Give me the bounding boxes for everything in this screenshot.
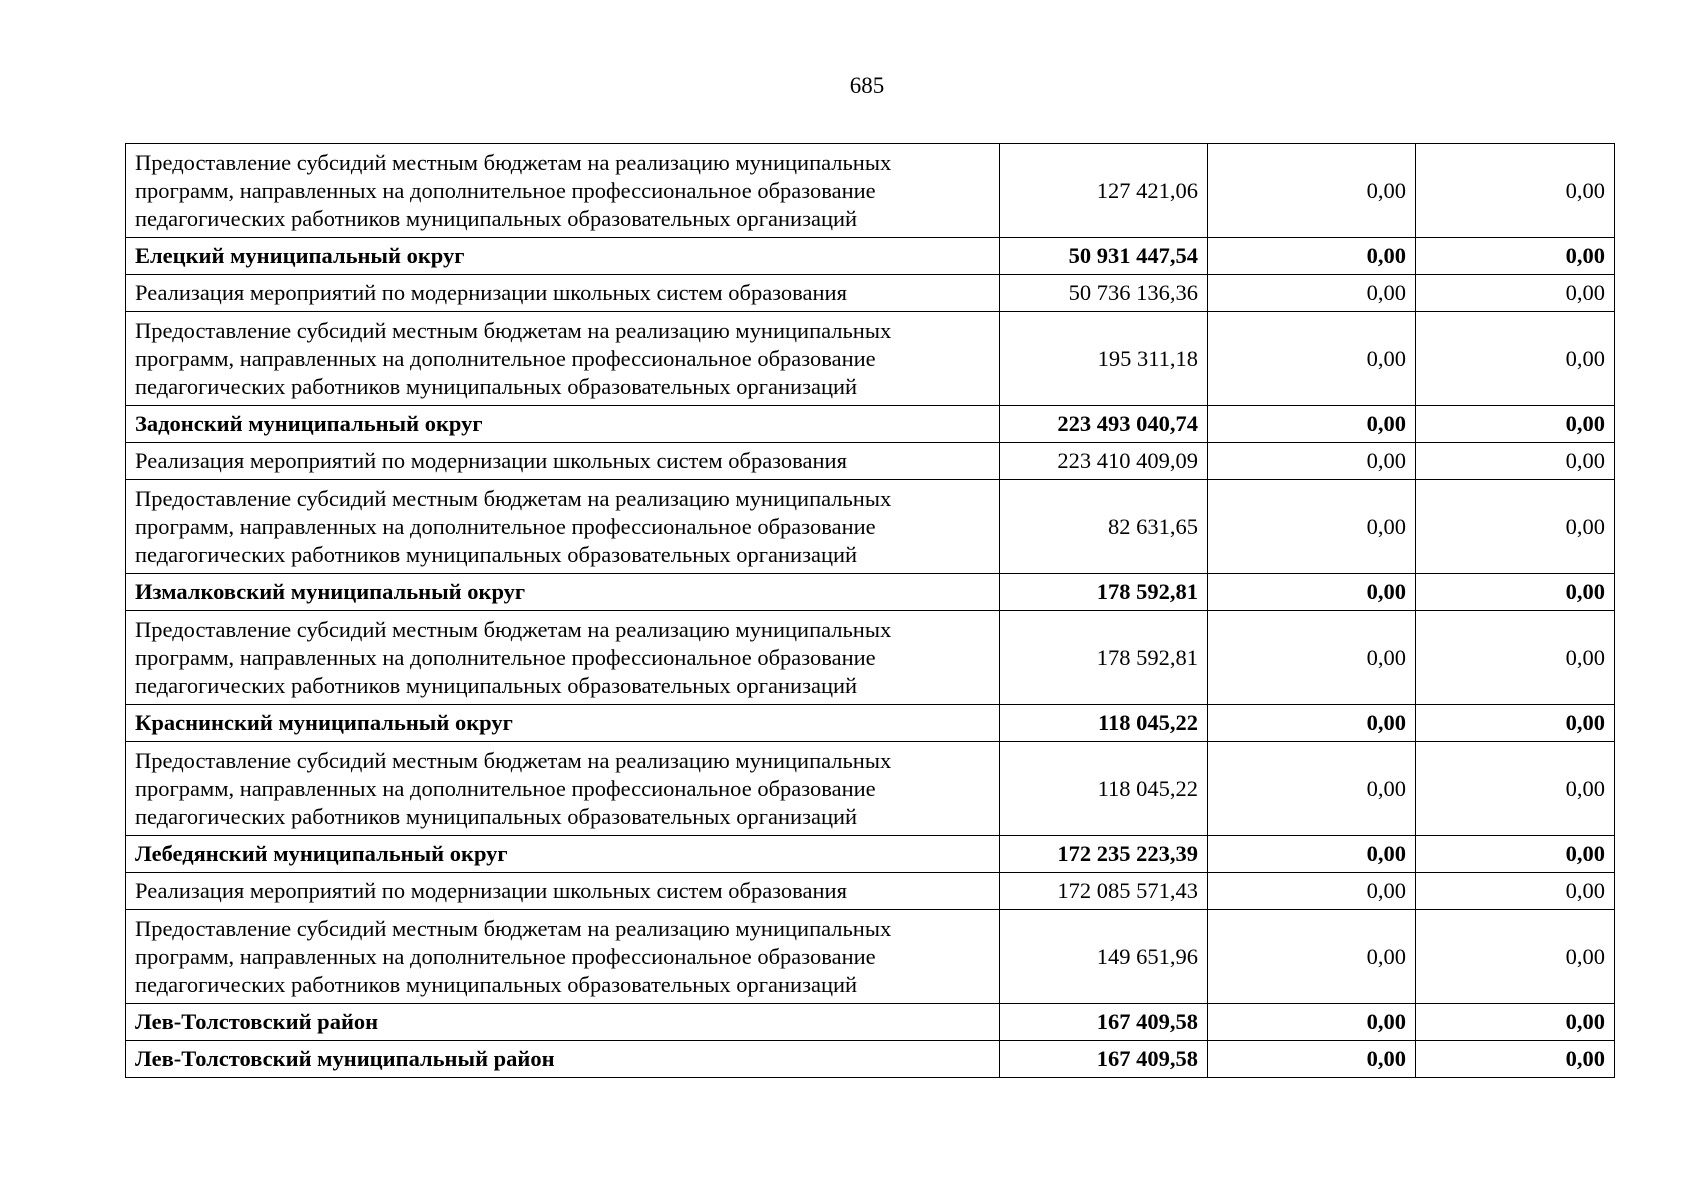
row-value-2: 0,00: [1208, 406, 1416, 443]
row-value-1: 118 045,22: [1000, 705, 1208, 742]
row-value-1: 172 085 571,43: [1000, 873, 1208, 910]
table-row-total: [126, 574, 1615, 611]
table-row-detail: [126, 312, 1615, 406]
row-value-2: 0,00: [1208, 836, 1416, 873]
table-row-detail: [126, 443, 1615, 480]
row-value-2: 0,00: [1208, 910, 1416, 1004]
page-number: 685: [849, 73, 885, 98]
row-value-3: 0,00: [1416, 1004, 1615, 1041]
row-name: Реализация мероприятий по модернизации школьных систем образования: [126, 443, 1000, 480]
table-row-total: [126, 1004, 1615, 1041]
row-name: Предоставление субсидий местным бюджетам на реализацию муниципальных программ, направленных на дополнительное профессиональное образование педагогических работников муниципальных образовательных организаций: [126, 144, 1000, 238]
row-value-1: 50 736 136,36: [1000, 275, 1208, 312]
row-name: Краснинский муниципальный округ: [126, 705, 1000, 742]
table-row-detail: [126, 742, 1615, 836]
row-name: Предоставление субсидий местным бюджетам на реализацию муниципальных программ, направленных на дополнительное профессиональное образование педагогических работников муниципальных образовательных организаций: [126, 611, 1000, 705]
row-value-1: 223 410 409,09: [1000, 443, 1208, 480]
row-value-3: 0,00: [1416, 910, 1615, 1004]
row-value-1: 178 592,81: [1000, 574, 1208, 611]
row-value-1: 127 421,06: [1000, 144, 1208, 238]
row-value-2: 0,00: [1208, 238, 1416, 275]
row-value-2: 0,00: [1208, 705, 1416, 742]
row-value-3: 0,00: [1416, 443, 1615, 480]
table-row-detail: [126, 910, 1615, 1004]
row-value-2: 0,00: [1208, 574, 1416, 611]
row-value-3: 0,00: [1416, 742, 1615, 836]
row-value-3: 0,00: [1416, 275, 1615, 312]
row-name: Елецкий муниципальный округ: [126, 238, 1000, 275]
row-value-3: 0,00: [1416, 611, 1615, 705]
row-value-3: 0,00: [1416, 1041, 1615, 1078]
row-value-1: 167 409,58: [1000, 1041, 1208, 1078]
table-row-total: [126, 406, 1615, 443]
row-value-2: 0,00: [1208, 144, 1416, 238]
row-name: Лев-Толстовский район: [126, 1004, 1000, 1041]
row-value-3: 0,00: [1416, 705, 1615, 742]
row-value-1: 178 592,81: [1000, 611, 1208, 705]
table-row-total: [126, 238, 1615, 275]
row-name: Реализация мероприятий по модернизации школьных систем образования: [126, 873, 1000, 910]
row-value-2: 0,00: [1208, 312, 1416, 406]
row-value-2: 0,00: [1208, 480, 1416, 574]
row-name: Предоставление субсидий местным бюджетам на реализацию муниципальных программ, направленных на дополнительное профессиональное образование педагогических работников муниципальных образовательных организаций: [126, 910, 1000, 1004]
row-value-2: 0,00: [1208, 611, 1416, 705]
row-name: Предоставление субсидий местным бюджетам на реализацию муниципальных программ, направленных на дополнительное профессиональное образование педагогических работников муниципальных образовательных организаций: [126, 742, 1000, 836]
row-name: Задонский муниципальный округ: [126, 406, 1000, 443]
row-value-3: 0,00: [1416, 836, 1615, 873]
row-value-3: 0,00: [1416, 144, 1615, 238]
row-value-1: 195 311,18: [1000, 312, 1208, 406]
table-row-total: [126, 836, 1615, 873]
row-name: Реализация мероприятий по модернизации школьных систем образования: [126, 275, 1000, 312]
row-value-1: 118 045,22: [1000, 742, 1208, 836]
row-value-3: 0,00: [1416, 312, 1615, 406]
row-value-3: 0,00: [1416, 574, 1615, 611]
table-row-detail: [126, 611, 1615, 705]
row-value-2: 0,00: [1208, 275, 1416, 312]
row-value-1: 223 493 040,74: [1000, 406, 1208, 443]
row-value-3: 0,00: [1416, 873, 1615, 910]
row-value-3: 0,00: [1416, 480, 1615, 574]
row-value-2: 0,00: [1208, 873, 1416, 910]
row-value-1: 82 631,65: [1000, 480, 1208, 574]
row-value-1: 50 931 447,54: [1000, 238, 1208, 275]
row-value-2: 0,00: [1208, 1041, 1416, 1078]
row-name: Измалковский муниципальный округ: [126, 574, 1000, 611]
row-name: Лев-Толстовский муниципальный район: [126, 1041, 1000, 1078]
row-name: Лебедянский муниципальный округ: [126, 836, 1000, 873]
row-value-3: 0,00: [1416, 406, 1615, 443]
row-value-1: 149 651,96: [1000, 910, 1208, 1004]
table-row-detail: [126, 144, 1615, 238]
row-value-2: 0,00: [1208, 443, 1416, 480]
budget-table: [125, 143, 1615, 1078]
table-row-total: [126, 1041, 1615, 1078]
budget-table-body: [126, 144, 1615, 1078]
row-value-2: 0,00: [1208, 1004, 1416, 1041]
row-value-2: 0,00: [1208, 742, 1416, 836]
row-value-1: 167 409,58: [1000, 1004, 1208, 1041]
row-value-1: 172 235 223,39: [1000, 836, 1208, 873]
row-value-3: 0,00: [1416, 238, 1615, 275]
row-name: Предоставление субсидий местным бюджетам на реализацию муниципальных программ, направленных на дополнительное профессиональное образование педагогических работников муниципальных образовательных организаций: [126, 312, 1000, 406]
table-row-total: [126, 705, 1615, 742]
table-row-detail: [126, 873, 1615, 910]
table-row-detail: [126, 480, 1615, 574]
row-name: Предоставление субсидий местным бюджетам на реализацию муниципальных программ, направленных на дополнительное профессиональное образование педагогических работников муниципальных образовательных организаций: [126, 480, 1000, 574]
table-row-detail: [126, 275, 1615, 312]
